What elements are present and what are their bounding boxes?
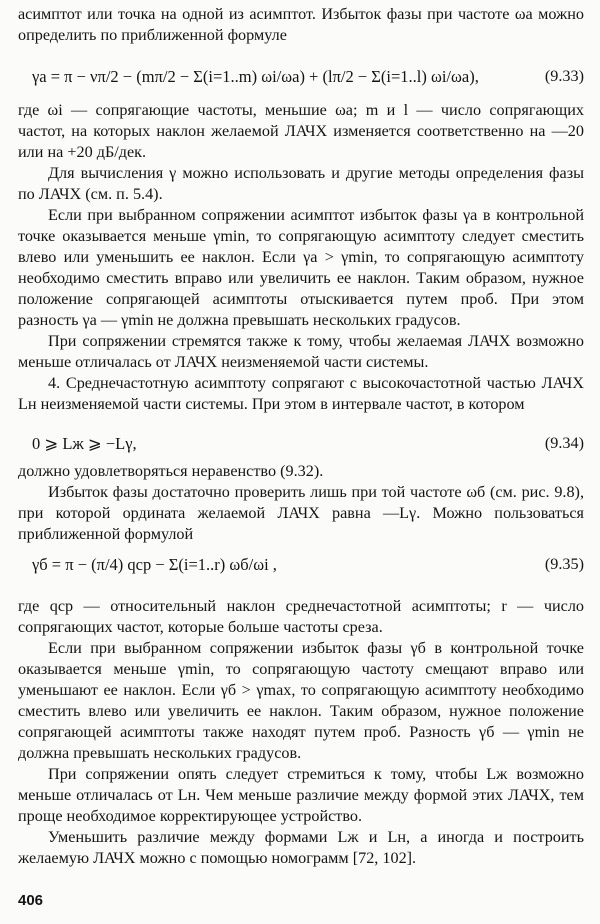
- paragraph-7: должно удовлетворяться неравенство (9.32).: [18, 462, 324, 480]
- equation-formula: 0 ⩾ Lж ⩾ −Lγ,: [32, 434, 137, 453]
- paragraph-1: асимптот или точка на одной из асимптот. Избыток фазы при частоте ωa можно определить по приближенной формуле: [18, 5, 584, 44]
- paragraph-12: Уменьшить различие между формами Lж и Lн, а иногда и построить желаемую ЛАЧХ можно с помощью номограмм [72, 102].: [18, 828, 584, 867]
- paragraph-9: где qср — относительный наклон среднечастотной асимптоты; r — число сопрягающих частот, которые больше частоты среза.: [18, 597, 584, 636]
- equation-formula: γa = π − νπ/2 − (mπ/2 − Σ(i=1..m) ωi/ωa) + (lπ/2 − Σ(i=1..l) ωi/ωa),: [32, 67, 479, 86]
- paragraph-3: Для вычисления γ можно использовать и другие методы определения фазы по ЛАЧХ (см. п. 5.4).: [18, 164, 584, 203]
- equation-9-33: [18, 52, 584, 84]
- paragraph-4: Если при выбранном сопряжении асимптот избыток фазы γa в контрольной точке оказывается меньше γmin, то сопрягающую асимптоту следует сместить влево или уменьшить ее наклон. Если γa > γmin, то сопрягающую асимптоту необходимо сместить вправо или увеличить ее наклон. Таким образом, нужное положение сопрягающей асимптоты отыскивается путем проб. При этом разность γa — γmin не должна превышать нескольких градусов.: [18, 206, 584, 329]
- paragraph-2: где ωi — сопрягающие частоты, меньшие ωa; m и l — число сопрягающих частот, на которых наклон желаемой ЛАЧХ изменяется соответственно на —20 или на +20 дБ/дек.: [18, 101, 584, 161]
- equation-number: (9.34): [544, 434, 584, 452]
- equation-9-35: [18, 540, 584, 572]
- paragraph-6: 4. Среднечастотную асимптоту сопрягают с высокочастотной частью ЛАЧХ Lн неизменяемой части системы. При этом в интервале частот, в котором: [18, 374, 584, 413]
- paragraph-8: Избыток фазы достаточно проверить лишь при той частоте ωб (см. рис. 9.8), при которой ордината желаемой ЛАЧХ равна —Lγ. Можно пользоваться приближенной формулой: [18, 483, 584, 543]
- equation-number: (9.35): [544, 555, 584, 573]
- page-number: 406: [18, 892, 44, 909]
- equation-number: (9.33): [544, 67, 584, 85]
- paragraph-5: При сопряжении стремятся также к тому, чтобы желаемая ЛАЧХ возможно меньше отличалась от ЛАЧХ неизменяемой части системы.: [18, 332, 584, 371]
- paragraph-10: Если при выбранном сопряжении избыток фазы γб в контрольной точке оказывается меньше γmin, то сопрягающую частоту смещают вправо или уменьшают ее наклон. Если γб > γmax, то сопрягающую асимптоту необходимо сместить влево или увеличить ее наклон. Таким образом, нужное положение сопрягающей асимптоты также находят путем проб. Разность γб — γmin не должна превышать нескольких градусов.: [18, 639, 584, 762]
- paragraph-11: При сопряжении опять следует стремиться к тому, чтобы Lж возможно меньше отличалась от Lн. Чем меньше различие между формой этих ЛАЧХ, тем проще необходимое корректирующее устройство.: [18, 765, 584, 825]
- equation-formula: γб = π − (π/4) qср − Σ(i=1..r) ωб/ωi ,: [32, 555, 277, 574]
